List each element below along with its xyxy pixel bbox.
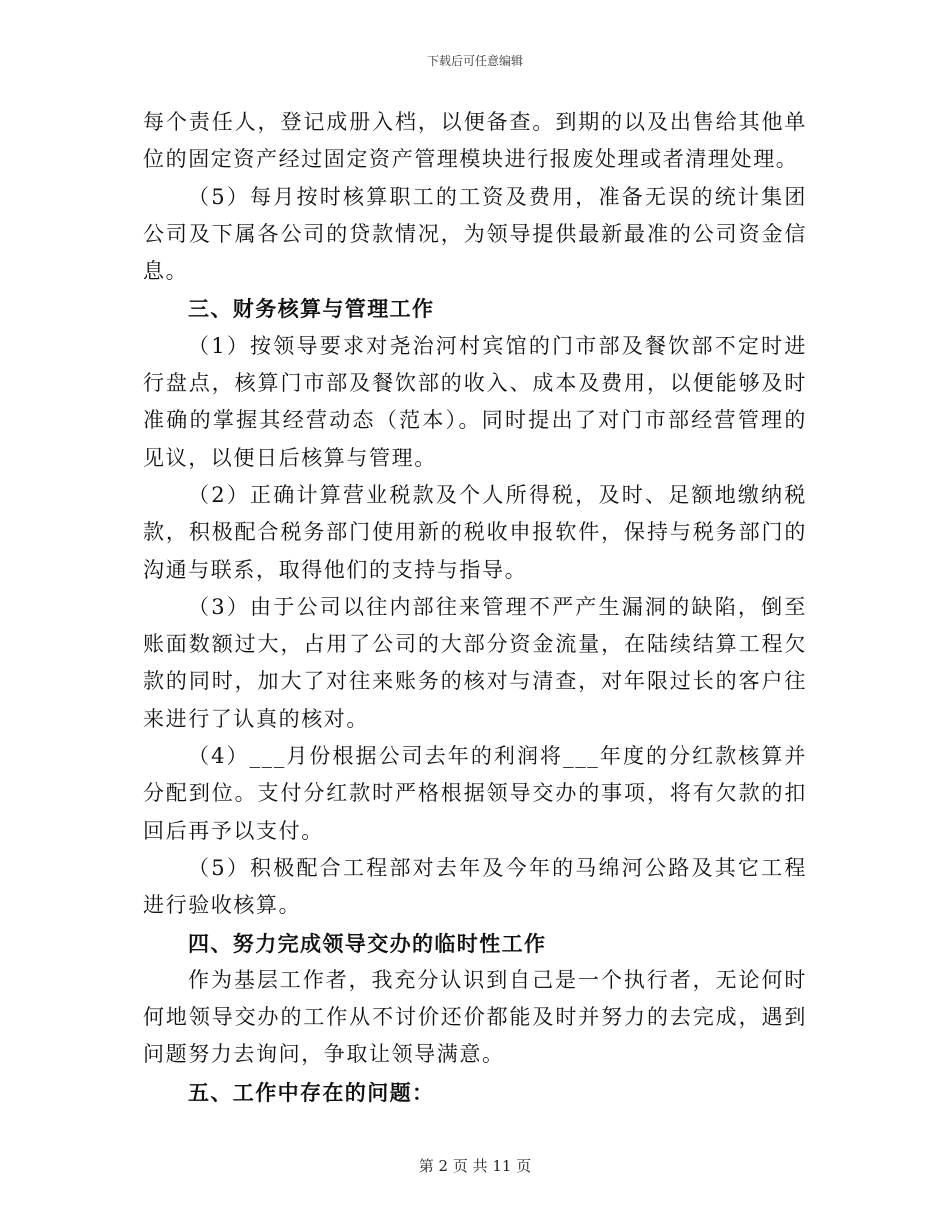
paragraph-item-3-accounts: （3）由于公司以往内部往来管理不严产生漏洞的缺陷，倒至账面数额过大，占用了公司的大部分资金流量，在陆续结算工程欠款的同时，加大了对往来账务的核对与清查，对年限过长的客户往来进行了认真的核对。 (143, 594, 807, 731)
paragraph-item-1-inventory: （1）按领导要求对尧治河村宾馆的门市部及餐饮部不定时进行盘点，核算门市部及餐饮部的收入、成本及费用，以便能够及时准确的掌握其经营动态（范本）。同时提出了对门市部经营管理的见议，以便日后核算与管理。 (143, 333, 807, 470)
section-heading-5: 五、工作中存在的问题： (188, 1079, 435, 1105)
paragraph-item-5-salary: （5）每月按时核算职工的工资及费用，准备无误的统计集团公司及下属各公司的贷款情况，为领导提供最新最准的公司资金信息。 (143, 184, 807, 284)
page-number-footer: 第 2 页 共 11 页 (418, 1157, 532, 1175)
paragraph-item-2-tax: （2）正确计算营业税款及个人所得税，及时、足额地缴纳税款，积极配合税务部门使用新的税收申报软件，保持与税务部门的沟通与联系，取得他们的支持与指导。 (143, 482, 807, 582)
paragraph-asset-registration: 每个责任人，登记成册入档，以便备查。到期的以及出售给其他单位的固定资产经过固定资产管理模块进行报废处理或者清理处理。 (143, 110, 807, 172)
paragraph-temporary-work: 作为基层工作者，我充分认识到自己是一个执行者，无论何时何地领导交办的工作从不讨价还价都能及时并努力的去完成，遇到问题努力去询问，争取让领导满意。 (143, 967, 807, 1067)
paragraph-item-5-project: （5）积极配合工程部对去年及今年的马绵河公路及其它工程进行验收核算。 (143, 855, 807, 918)
page-header: 下载后可任意编辑 (426, 54, 523, 68)
section-heading-3: 三、财务核算与管理工作 (188, 296, 435, 322)
section-heading-4: 四、努力完成领导交办的临时性工作 (188, 930, 547, 956)
paragraph-item-4-dividend: （4）___月份根据公司去年的利润将___年度的分红款核算并分配到位。支付分红款时严格根据领导交办的事项，将有欠款的扣回后再予以支付。 (143, 744, 807, 843)
document-body (143, 104, 807, 1111)
